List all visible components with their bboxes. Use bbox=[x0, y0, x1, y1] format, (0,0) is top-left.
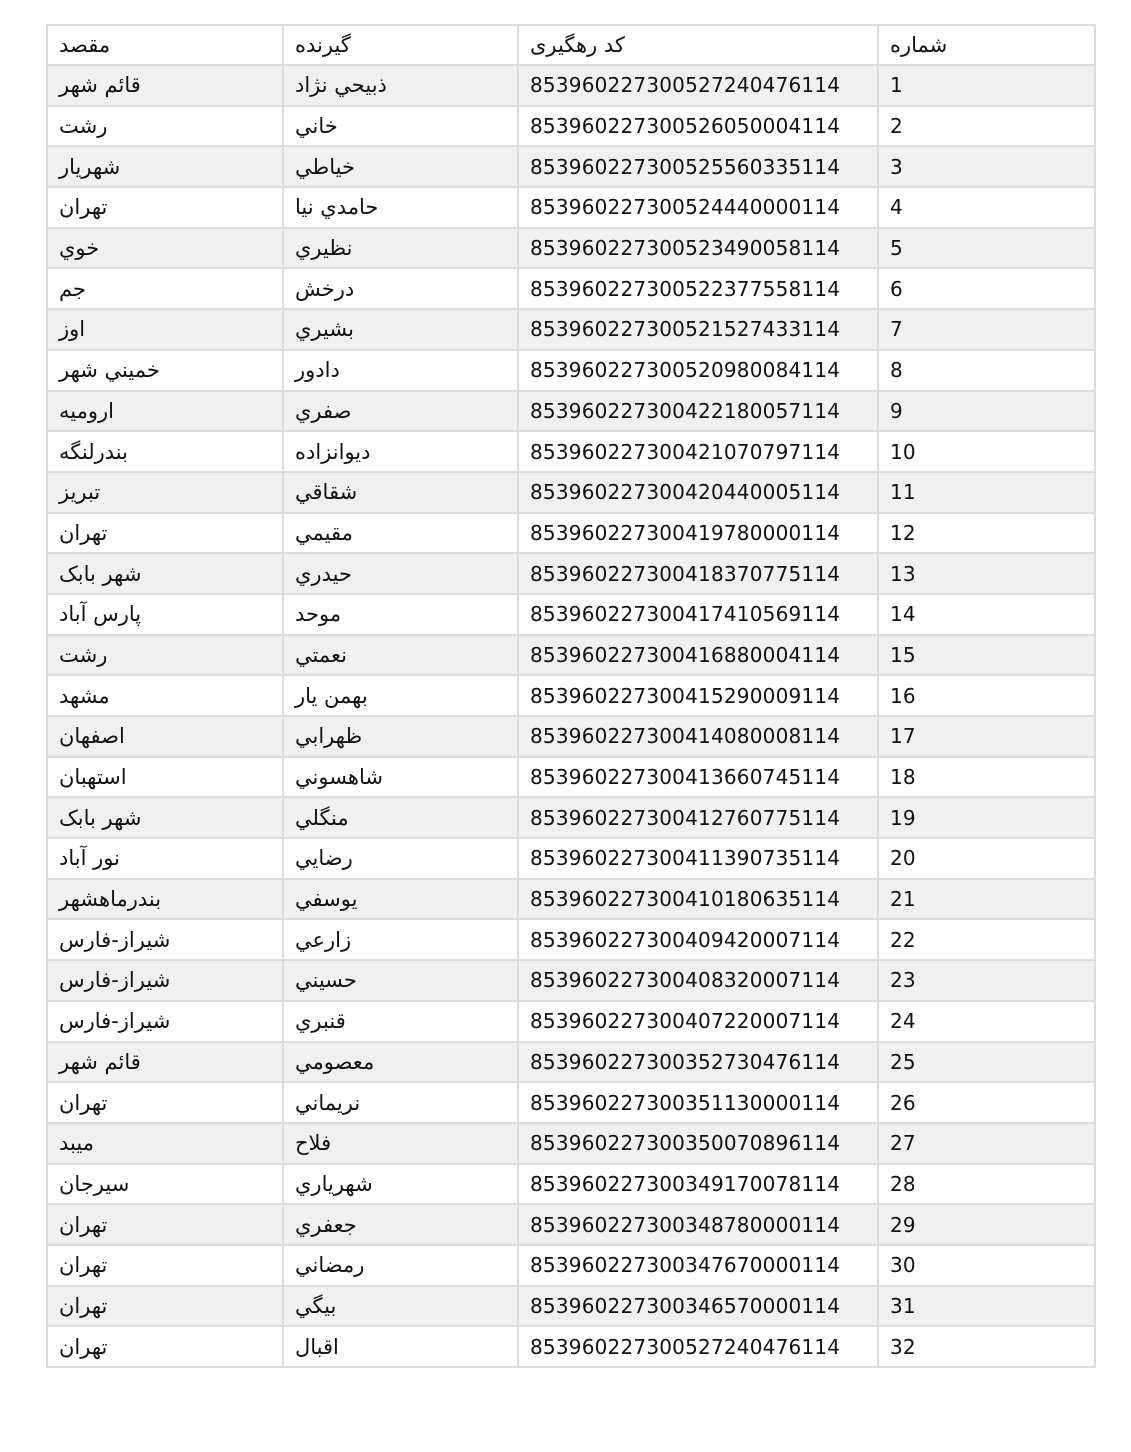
table-row bbox=[47, 268, 1095, 309]
table-row bbox=[47, 472, 1095, 513]
cell-destination: تهران bbox=[47, 1326, 283, 1367]
cell-destination: اصفهان bbox=[47, 716, 283, 757]
cell-number: 21 bbox=[878, 879, 1095, 920]
cell-number: 4 bbox=[878, 187, 1095, 228]
cell-tracking-code: 853960227300527240476114 bbox=[518, 65, 878, 106]
cell-tracking-code: 853960227300523490058114 bbox=[518, 228, 878, 269]
table-row bbox=[47, 919, 1095, 960]
cell-recipient: صفري bbox=[283, 391, 518, 432]
cell-number: 14 bbox=[878, 594, 1095, 635]
cell-destination: نور آباد bbox=[47, 838, 283, 879]
cell-number: 23 bbox=[878, 960, 1095, 1001]
cell-recipient: بشيري bbox=[283, 309, 518, 350]
cell-tracking-code: 853960227300348780000114 bbox=[518, 1204, 878, 1245]
cell-destination: خميني شهر bbox=[47, 350, 283, 391]
cell-tracking-code: 853960227300410180635114 bbox=[518, 879, 878, 920]
cell-number: 16 bbox=[878, 675, 1095, 716]
table-row bbox=[47, 1245, 1095, 1286]
table-row bbox=[47, 757, 1095, 798]
cell-number: 25 bbox=[878, 1042, 1095, 1083]
cell-tracking-code: 853960227300525560335114 bbox=[518, 146, 878, 187]
cell-tracking-code: 853960227300416880004114 bbox=[518, 635, 878, 676]
cell-destination: تهران bbox=[47, 513, 283, 554]
cell-number: 28 bbox=[878, 1164, 1095, 1205]
cell-recipient: رمضاني bbox=[283, 1245, 518, 1286]
cell-destination: بندرلنگه bbox=[47, 431, 283, 472]
table-row bbox=[47, 1286, 1095, 1327]
cell-destination: تهران bbox=[47, 1204, 283, 1245]
cell-number: 11 bbox=[878, 472, 1095, 513]
table-row bbox=[47, 879, 1095, 920]
cell-recipient: خاني bbox=[283, 106, 518, 147]
table-row bbox=[47, 1042, 1095, 1083]
cell-recipient: دادور bbox=[283, 350, 518, 391]
cell-destination: تهران bbox=[47, 1082, 283, 1123]
table-row bbox=[47, 391, 1095, 432]
cell-destination: رشت bbox=[47, 635, 283, 676]
table-row bbox=[47, 187, 1095, 228]
table-row bbox=[47, 146, 1095, 187]
table-row bbox=[47, 1123, 1095, 1164]
cell-number: 15 bbox=[878, 635, 1095, 676]
cell-tracking-code: 853960227300408320007114 bbox=[518, 960, 878, 1001]
cell-recipient: خياطي bbox=[283, 146, 518, 187]
cell-destination: شيراز-فارس bbox=[47, 960, 283, 1001]
cell-number: 10 bbox=[878, 431, 1095, 472]
cell-recipient: ظهرابي bbox=[283, 716, 518, 757]
table-row bbox=[47, 1326, 1095, 1367]
table-row bbox=[47, 65, 1095, 106]
cell-number: 7 bbox=[878, 309, 1095, 350]
header-number: شماره bbox=[878, 25, 1095, 65]
header-destination: مقصد bbox=[47, 25, 283, 65]
cell-destination: اروميه bbox=[47, 391, 283, 432]
cell-number: 2 bbox=[878, 106, 1095, 147]
cell-tracking-code: 853960227300352730476114 bbox=[518, 1042, 878, 1083]
cell-recipient: بيگي bbox=[283, 1286, 518, 1327]
cell-recipient: معصومي bbox=[283, 1042, 518, 1083]
cell-tracking-code: 853960227300349170078114 bbox=[518, 1164, 878, 1205]
cell-tracking-code: 853960227300347670000114 bbox=[518, 1245, 878, 1286]
cell-recipient: بهمن يار bbox=[283, 675, 518, 716]
table-row bbox=[47, 228, 1095, 269]
cell-destination: بندرماهشهر bbox=[47, 879, 283, 920]
table-row bbox=[47, 1164, 1095, 1205]
table-row bbox=[47, 960, 1095, 1001]
cell-number: 17 bbox=[878, 716, 1095, 757]
cell-number: 12 bbox=[878, 513, 1095, 554]
table-row bbox=[47, 106, 1095, 147]
cell-tracking-code: 853960227300417410569114 bbox=[518, 594, 878, 635]
cell-number: 31 bbox=[878, 1286, 1095, 1327]
cell-tracking-code: 853960227300526050004114 bbox=[518, 106, 878, 147]
cell-tracking-code: 853960227300413660745114 bbox=[518, 757, 878, 798]
table-header-row bbox=[47, 25, 1095, 65]
cell-destination: سيرجان bbox=[47, 1164, 283, 1205]
shipment-tracking-table bbox=[46, 24, 1096, 1368]
cell-destination: رشت bbox=[47, 106, 283, 147]
cell-recipient: رضايي bbox=[283, 838, 518, 879]
cell-destination: شيراز-فارس bbox=[47, 1001, 283, 1042]
table-row bbox=[47, 1001, 1095, 1042]
cell-recipient: حيدري bbox=[283, 553, 518, 594]
cell-destination: تبريز bbox=[47, 472, 283, 513]
cell-recipient: شاهسوني bbox=[283, 757, 518, 798]
cell-number: 1 bbox=[878, 65, 1095, 106]
cell-number: 27 bbox=[878, 1123, 1095, 1164]
cell-number: 30 bbox=[878, 1245, 1095, 1286]
cell-destination: ميبد bbox=[47, 1123, 283, 1164]
cell-destination: استهبان bbox=[47, 757, 283, 798]
cell-number: 26 bbox=[878, 1082, 1095, 1123]
cell-destination: مشهد bbox=[47, 675, 283, 716]
cell-destination: اوز bbox=[47, 309, 283, 350]
cell-recipient: قنبري bbox=[283, 1001, 518, 1042]
cell-tracking-code: 853960227300522377558114 bbox=[518, 268, 878, 309]
table-row bbox=[47, 594, 1095, 635]
cell-number: 5 bbox=[878, 228, 1095, 269]
cell-number: 19 bbox=[878, 797, 1095, 838]
cell-destination: شهر بابک bbox=[47, 797, 283, 838]
cell-tracking-code: 853960227300419780000114 bbox=[518, 513, 878, 554]
table-row bbox=[47, 797, 1095, 838]
table-body bbox=[47, 65, 1095, 1367]
cell-destination: پارس آباد bbox=[47, 594, 283, 635]
cell-tracking-code: 853960227300350070896114 bbox=[518, 1123, 878, 1164]
cell-recipient: شقاقي bbox=[283, 472, 518, 513]
cell-destination: شهر بابک bbox=[47, 553, 283, 594]
cell-destination: شيراز-فارس bbox=[47, 919, 283, 960]
cell-recipient: مقيمي bbox=[283, 513, 518, 554]
table-row bbox=[47, 350, 1095, 391]
cell-number: 32 bbox=[878, 1326, 1095, 1367]
cell-recipient: ديوانزاده bbox=[283, 431, 518, 472]
cell-tracking-code: 853960227300412760775114 bbox=[518, 797, 878, 838]
cell-destination: تهران bbox=[47, 1245, 283, 1286]
cell-tracking-code: 853960227300346570000114 bbox=[518, 1286, 878, 1327]
table-row bbox=[47, 553, 1095, 594]
cell-recipient: جعفري bbox=[283, 1204, 518, 1245]
table-row bbox=[47, 431, 1095, 472]
cell-recipient: ذبيحي نژاد bbox=[283, 65, 518, 106]
cell-recipient: درخش bbox=[283, 268, 518, 309]
cell-tracking-code: 853960227300415290009114 bbox=[518, 675, 878, 716]
cell-tracking-code: 853960227300521527433114 bbox=[518, 309, 878, 350]
cell-number: 3 bbox=[878, 146, 1095, 187]
cell-number: 13 bbox=[878, 553, 1095, 594]
cell-recipient: منگلي bbox=[283, 797, 518, 838]
cell-number: 8 bbox=[878, 350, 1095, 391]
cell-recipient: نريماني bbox=[283, 1082, 518, 1123]
header-recipient: گیرنده bbox=[283, 25, 518, 65]
cell-recipient: موحد bbox=[283, 594, 518, 635]
cell-tracking-code: 853960227300520980084114 bbox=[518, 350, 878, 391]
table-row bbox=[47, 635, 1095, 676]
cell-destination: تهران bbox=[47, 1286, 283, 1327]
table-row bbox=[47, 675, 1095, 716]
cell-recipient: يوسفي bbox=[283, 879, 518, 920]
cell-recipient: فلاح bbox=[283, 1123, 518, 1164]
cell-tracking-code: 853960227300420440005114 bbox=[518, 472, 878, 513]
table-row bbox=[47, 838, 1095, 879]
cell-tracking-code: 853960227300407220007114 bbox=[518, 1001, 878, 1042]
cell-recipient: نعمتي bbox=[283, 635, 518, 676]
cell-number: 24 bbox=[878, 1001, 1095, 1042]
cell-tracking-code: 853960227300524440000114 bbox=[518, 187, 878, 228]
table-row bbox=[47, 1204, 1095, 1245]
cell-recipient: زارعي bbox=[283, 919, 518, 960]
header-tracking-code: کد رهگیری bbox=[518, 25, 878, 65]
table-row bbox=[47, 309, 1095, 350]
cell-tracking-code: 853960227300414080008114 bbox=[518, 716, 878, 757]
cell-destination: قائم شهر bbox=[47, 1042, 283, 1083]
cell-tracking-code: 853960227300421070797114 bbox=[518, 431, 878, 472]
cell-destination: جم bbox=[47, 268, 283, 309]
cell-tracking-code: 853960227300418370775114 bbox=[518, 553, 878, 594]
cell-tracking-code: 853960227300351130000114 bbox=[518, 1082, 878, 1123]
cell-number: 22 bbox=[878, 919, 1095, 960]
cell-destination: قائم شهر bbox=[47, 65, 283, 106]
shipment-table-container bbox=[46, 24, 1094, 1368]
cell-destination: خوي bbox=[47, 228, 283, 269]
cell-number: 6 bbox=[878, 268, 1095, 309]
cell-recipient: شهرياري bbox=[283, 1164, 518, 1205]
cell-tracking-code: 853960227300527240476114 bbox=[518, 1326, 878, 1367]
cell-recipient: حامدي نيا bbox=[283, 187, 518, 228]
cell-recipient: حسيني bbox=[283, 960, 518, 1001]
cell-tracking-code: 853960227300409420007114 bbox=[518, 919, 878, 960]
cell-recipient: نظيري bbox=[283, 228, 518, 269]
table-row bbox=[47, 1082, 1095, 1123]
cell-tracking-code: 853960227300422180057114 bbox=[518, 391, 878, 432]
cell-number: 29 bbox=[878, 1204, 1095, 1245]
cell-number: 9 bbox=[878, 391, 1095, 432]
cell-number: 20 bbox=[878, 838, 1095, 879]
table-row bbox=[47, 513, 1095, 554]
cell-tracking-code: 853960227300411390735114 bbox=[518, 838, 878, 879]
cell-recipient: اقبال bbox=[283, 1326, 518, 1367]
table-row bbox=[47, 716, 1095, 757]
cell-destination: تهران bbox=[47, 187, 283, 228]
cell-number: 18 bbox=[878, 757, 1095, 798]
cell-destination: شهريار bbox=[47, 146, 283, 187]
